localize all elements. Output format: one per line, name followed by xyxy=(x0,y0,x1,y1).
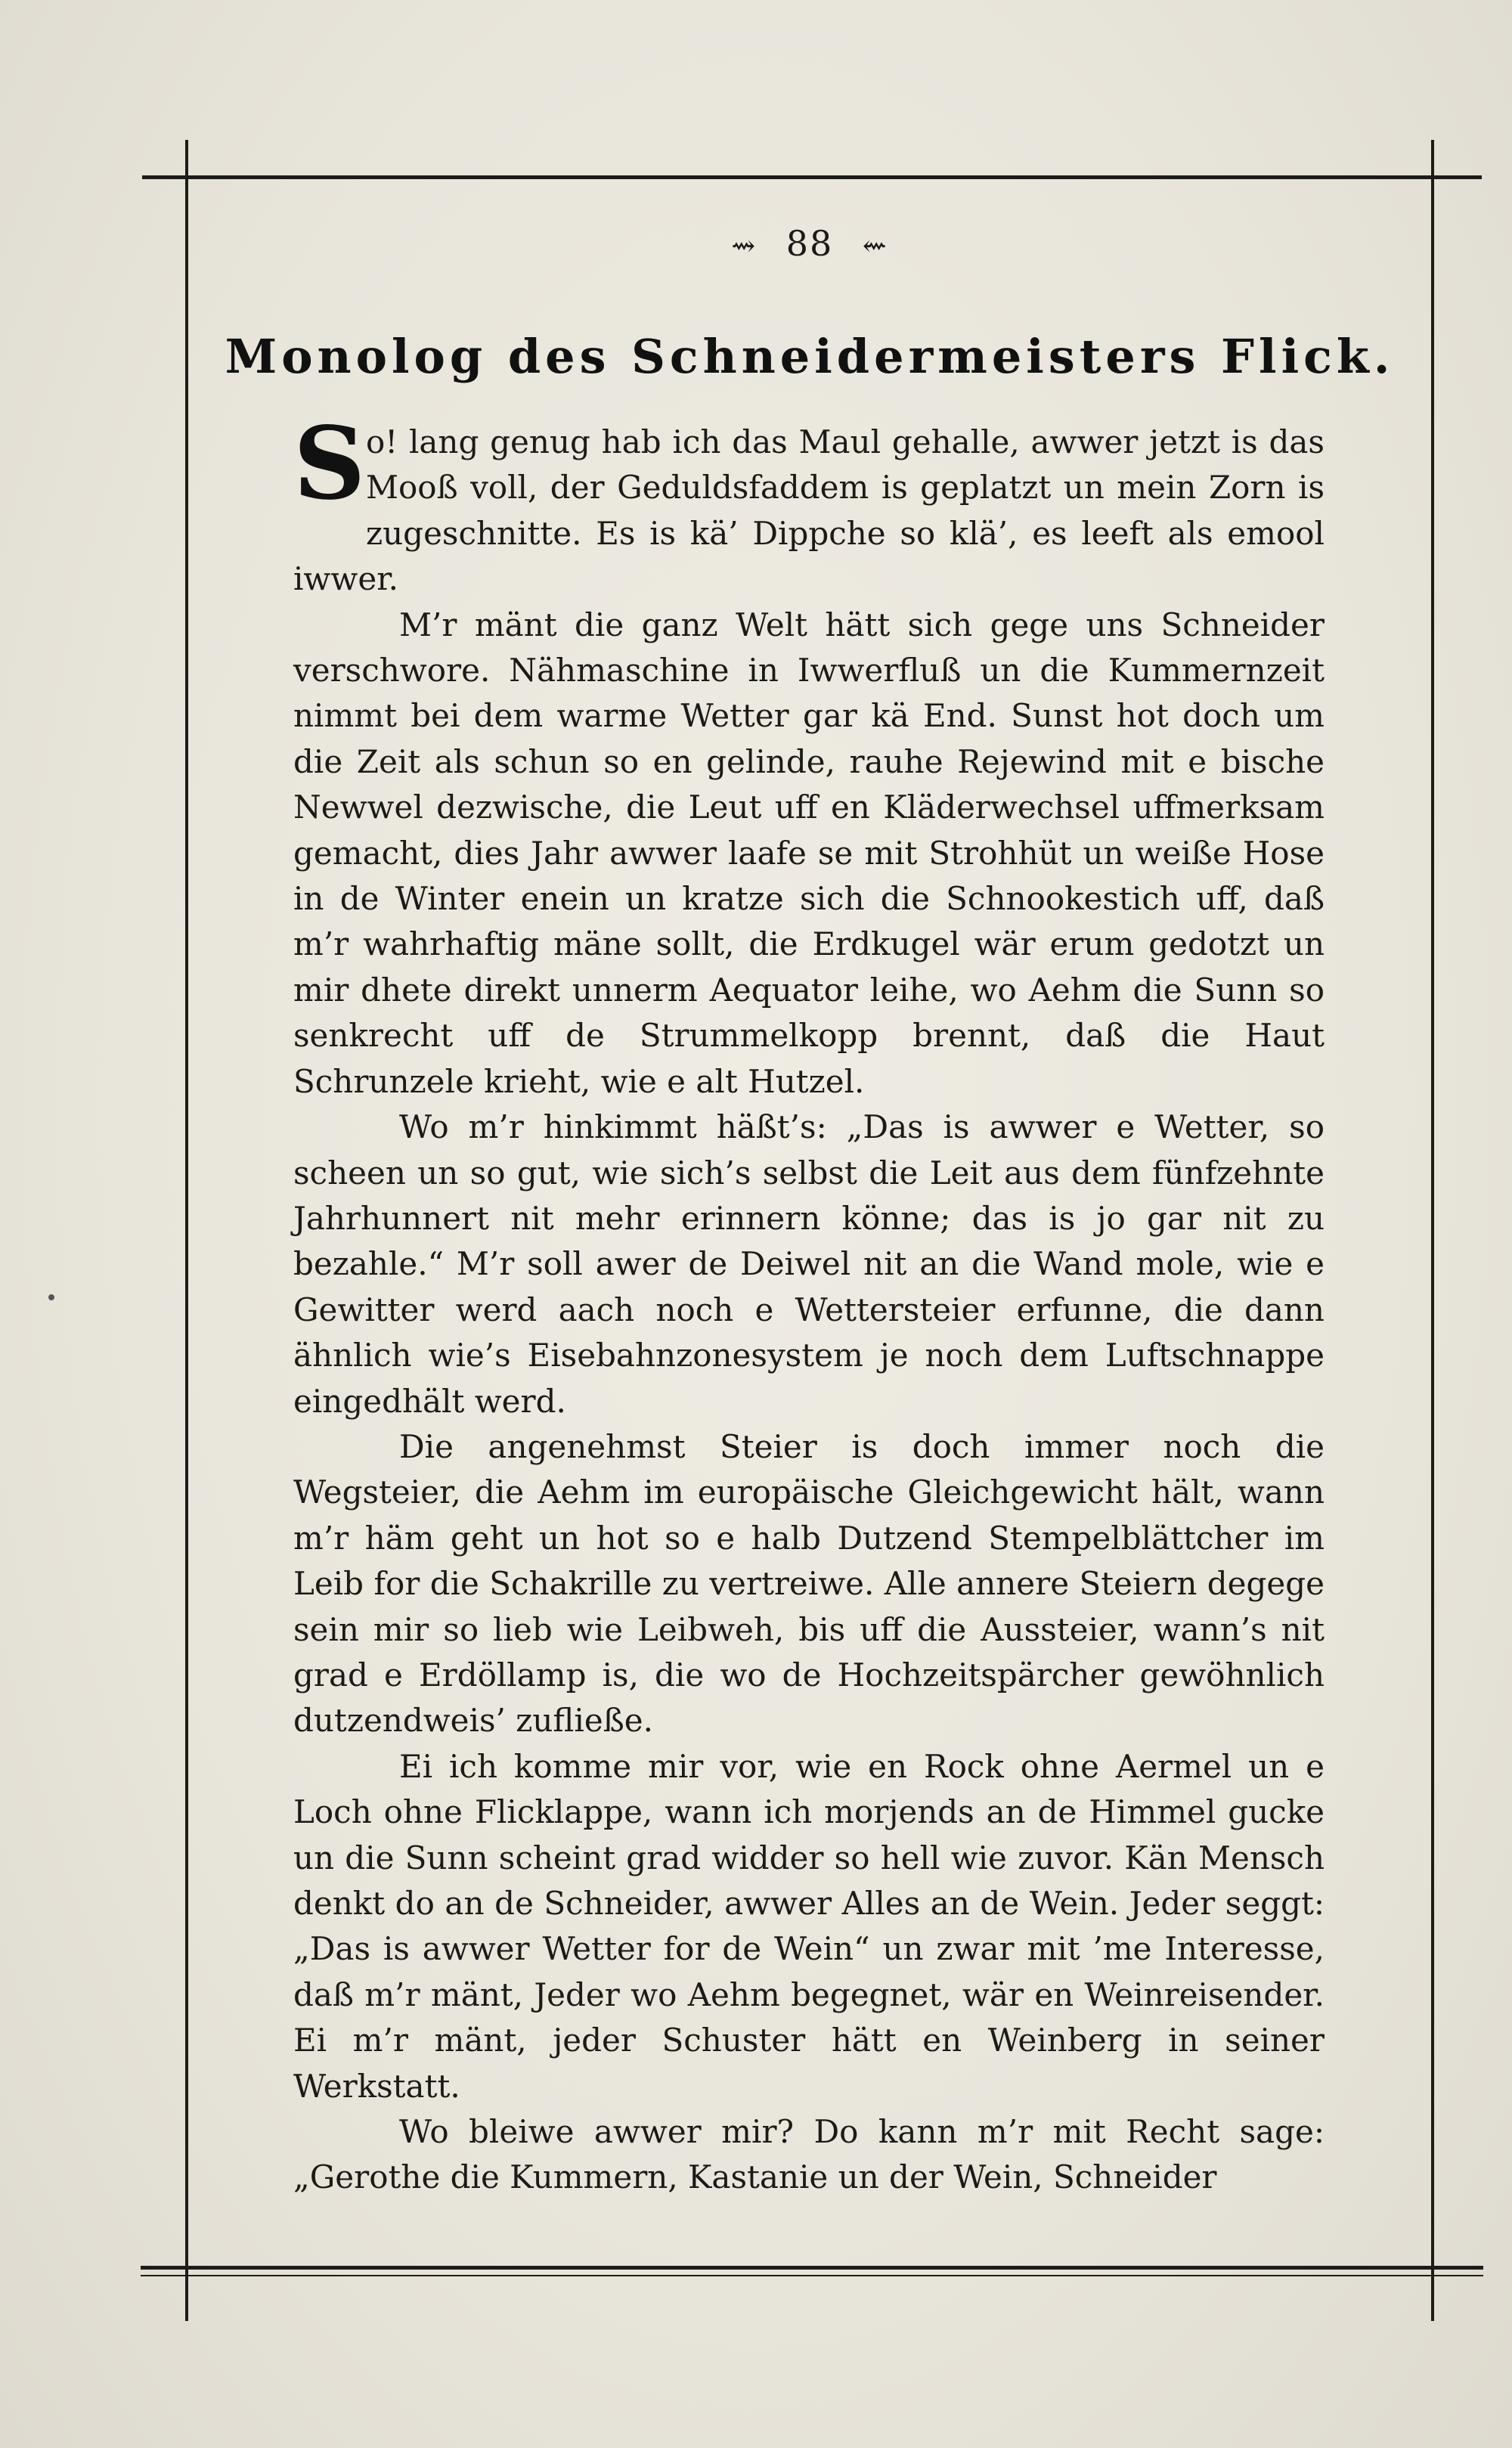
paragraph-2: M’r mänt die ganz Welt hätt sich gege uns Schneider verschwore. Nähmaschine in Iwwerfluß un die Kummernzeit nimmt bei dem warme Wetter gar kä End. Sunst hot doch um die Zeit als schun so en gelinde, rauhe Rejewind mit e bische Newwel dezwische, die Leut uff en Kläderwechsel uffmerksam gemacht, dies Jahr awwer laafe se mit Strohhüt un weiße Hose in de Winter enein un kratze sich die Schnookestich uff, daß m’r wahrhaftig mäne sollt, die Erdkugel wär erum gedotzt un mir dhete direkt unnerm Aequator leihe, wo Aehm die Sunn so senkrecht uff de Strummelkopp brennt, daß die Haut Schrunzele krieht, wie e alt Hutzel. xyxy=(293,606,1325,1100)
page-title: Monolog des Schneidermeisters Flick. xyxy=(225,329,1395,384)
paragraph-1-text: o! lang genug hab ich das Maul gehalle, awwer jetzt is das Mooß voll, der Geduldsfaddem is geplatzt un mein Zorn is zugeschnitte. Es is kä’ Dippche so klä’, es leeft als emool iwwer. xyxy=(293,423,1325,598)
ornament-right-icon: ⇜ xyxy=(862,229,888,262)
page-number: 88 xyxy=(785,223,834,264)
bottom-frame-rule-thin xyxy=(141,2275,1483,2276)
right-frame-rule xyxy=(1431,140,1434,2321)
body-text xyxy=(293,405,1325,2201)
bottom-frame-rule xyxy=(141,2266,1483,2270)
drop-cap: S xyxy=(293,405,366,522)
paragraph-1 xyxy=(293,405,1325,603)
ornament-left-icon: ⇝ xyxy=(731,229,758,262)
paper-speck xyxy=(48,1294,54,1300)
paragraph-4: Die angenehmst Steier is doch immer noch die Wegsteier, die Aehm im europäische Gleichgewicht hält, wann m’r häm geht un hot so e halb Dutzend Stempelblättcher im Leib for die Schakrille zu vertreiwe. Alle annere Steiern degege sein mir so lieb wie Leibweh, bis uff die Aussteier, wann’s nit grad e Erdöllamp is, die wo de Hochzeitspärcher gewöhnlich dutzendweis’ zufließe. xyxy=(293,1427,1325,1740)
paragraph-3: Wo m’r hinkimmt häßt’s: „Das is awwer e Wetter, so scheen un so gut, wie sich’s selbst die Leit aus dem fünfzehnte Jahrhunnert nit mehr erinnern könne; das is jo gar nit zu bezahle.“ M’r soll awer de Deiwel nit an die Wand mole, wie e Gewitter werd aach noch e Wettersteier erfunne, die dann ähnlich wie’s Eisebahnzonesystem je noch dem Luftschnappe eingedhält werd. xyxy=(293,1108,1325,1420)
page-header xyxy=(185,223,1434,264)
left-frame-rule xyxy=(185,140,188,2321)
paragraph-5: Ei ich komme mir vor, wie en Rock ohne Aermel un e Loch ohne Flicklappe, wann ich morjends an de Himmel gucke un die Sunn scheint grad widder so hell wie zuvor. Kän Mensch denkt do an de Schneider, awwer Alles an de Wein. Jeder seggt: „Das is awwer Wetter for de Wein“ un zwar mit ’me Interesse, daß m’r mänt, Jeder wo Aehm begegnet, wär en Weinreisender. Ei m’r mänt, jeder Schuster hätt en Weinberg in seiner Werkstatt. xyxy=(293,1747,1325,2105)
paragraph-6: Wo bleiwe awwer mir? Do kann m’r mit Recht sage: „Gerothe die Kummern, Kastanie un der Wein, Schneider xyxy=(293,2113,1325,2196)
top-frame-rule xyxy=(142,175,1482,179)
